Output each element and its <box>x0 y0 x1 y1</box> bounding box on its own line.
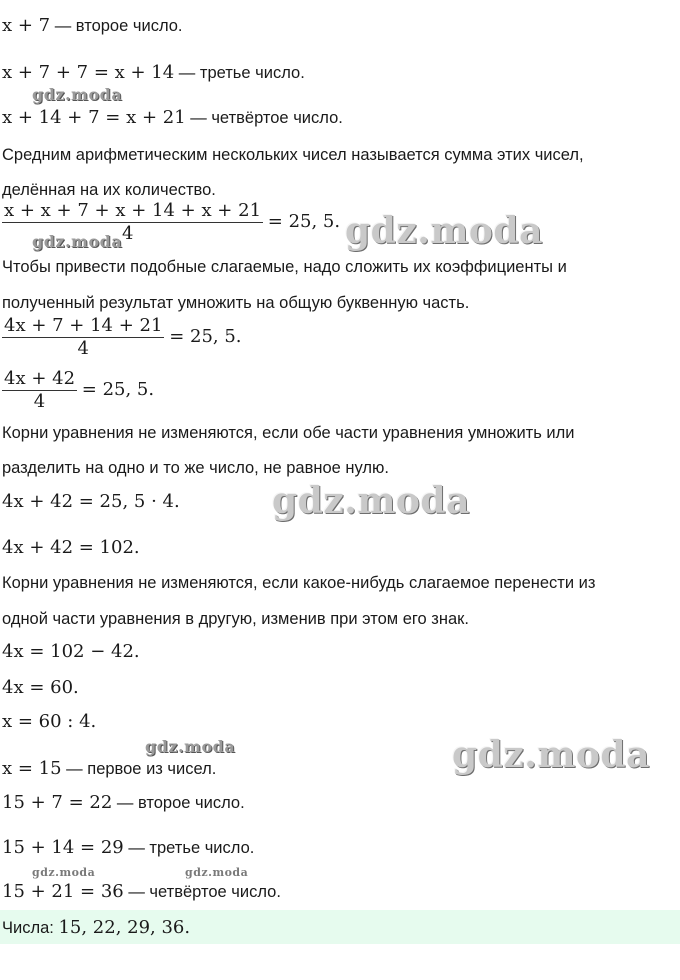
rule-transfer-2: одной части уравнения в другую, изменив при этом его знак. <box>2 610 469 628</box>
answer-line <box>0 917 190 938</box>
equation-rhs: = 25, 5. <box>267 210 341 232</box>
equation-step-5: x = 60 : 4. <box>2 711 97 732</box>
result-first-number <box>2 758 216 780</box>
equation-step-1: 4x + 42 = 25, 5 · 4. <box>2 491 180 512</box>
equation-rhs: = 25, 5. <box>169 325 242 347</box>
line-text: — второе число. <box>50 17 183 35</box>
answer-values: 15, 22, 29, 36. <box>58 916 191 938</box>
equation-step-3: 4x = 102 − 42. <box>2 641 140 662</box>
fraction <box>2 315 164 360</box>
result-fourth-number <box>2 881 281 903</box>
watermark: gdz.moda <box>185 866 249 879</box>
line-second-number <box>2 15 183 37</box>
rule-roots-2: разделить на одно и то же число, не равное нулю. <box>2 459 389 477</box>
math-expr: 15 + 7 = 22 <box>2 792 113 813</box>
result-second-number <box>2 792 245 814</box>
line-text: — четвёртое число. <box>123 883 281 901</box>
line-text: — первое из чисел. <box>61 760 217 778</box>
line-text: — второе число. <box>112 794 245 812</box>
numerator: 4x + 7 + 14 + 21 <box>4 315 163 336</box>
answer-label: Числа: <box>2 918 59 937</box>
line-third-number <box>2 62 305 84</box>
math-expr: 15 + 14 = 29 <box>2 837 124 858</box>
watermark: gdz.moda <box>272 480 470 522</box>
math-expr: 15 + 21 = 36 <box>2 881 124 902</box>
math-expr: x + 7 <box>2 15 51 36</box>
equation-fraction-3 <box>2 368 154 413</box>
definition-mean-1: Средним арифметическим нескольких чисел называется сумма этих чисел, <box>2 146 584 164</box>
denominator: 4 <box>2 337 164 360</box>
line-text: — третье число. <box>174 64 305 82</box>
numerator: 4x + 42 <box>4 368 76 389</box>
math-expr: x + 14 + 7 = x + 21 <box>2 107 186 128</box>
rule-like-terms-1: Чтобы привести подобные слагаемые, надо сложить их коэффициенты и <box>2 258 567 276</box>
watermark: gdz.moda <box>145 737 236 756</box>
line-text: — четвёртое число. <box>185 109 343 127</box>
watermark: gdz.moda <box>32 866 96 879</box>
rule-transfer-1: Корни уравнения не изменяются, если какое-нибудь слагаемое перенести из <box>2 574 596 592</box>
denominator: 4 <box>2 390 77 413</box>
numerator: x + x + 7 + x + 14 + x + 21 <box>4 200 262 221</box>
equation-step-4: 4x = 60. <box>2 677 79 698</box>
rule-roots-1: Корни уравнения не изменяются, если обе части уравнения умножить или <box>2 424 575 442</box>
definition-mean-2: делённая на их количество. <box>2 181 216 199</box>
fraction <box>2 368 77 413</box>
watermark: gdz.moda <box>32 232 123 251</box>
line-fourth-number <box>2 107 343 129</box>
result-third-number <box>2 837 254 859</box>
watermark: gdz.moda <box>452 734 650 776</box>
watermark: gdz.moda <box>345 210 543 252</box>
denominator: 4 <box>2 222 263 245</box>
line-text: — третье число. <box>123 839 255 857</box>
answer-box <box>0 910 680 944</box>
math-expr: x = 15 <box>2 758 62 779</box>
equation-fraction-2 <box>2 315 242 360</box>
rule-like-terms-2: полученный результат умножить на общую буквенную часть. <box>2 294 470 312</box>
equation-step-2: 4x + 42 = 102. <box>2 537 140 558</box>
watermark: gdz.moda <box>32 85 123 104</box>
equation-rhs: = 25, 5. <box>81 378 155 400</box>
math-expr: x + 7 + 7 = x + 14 <box>2 62 175 83</box>
